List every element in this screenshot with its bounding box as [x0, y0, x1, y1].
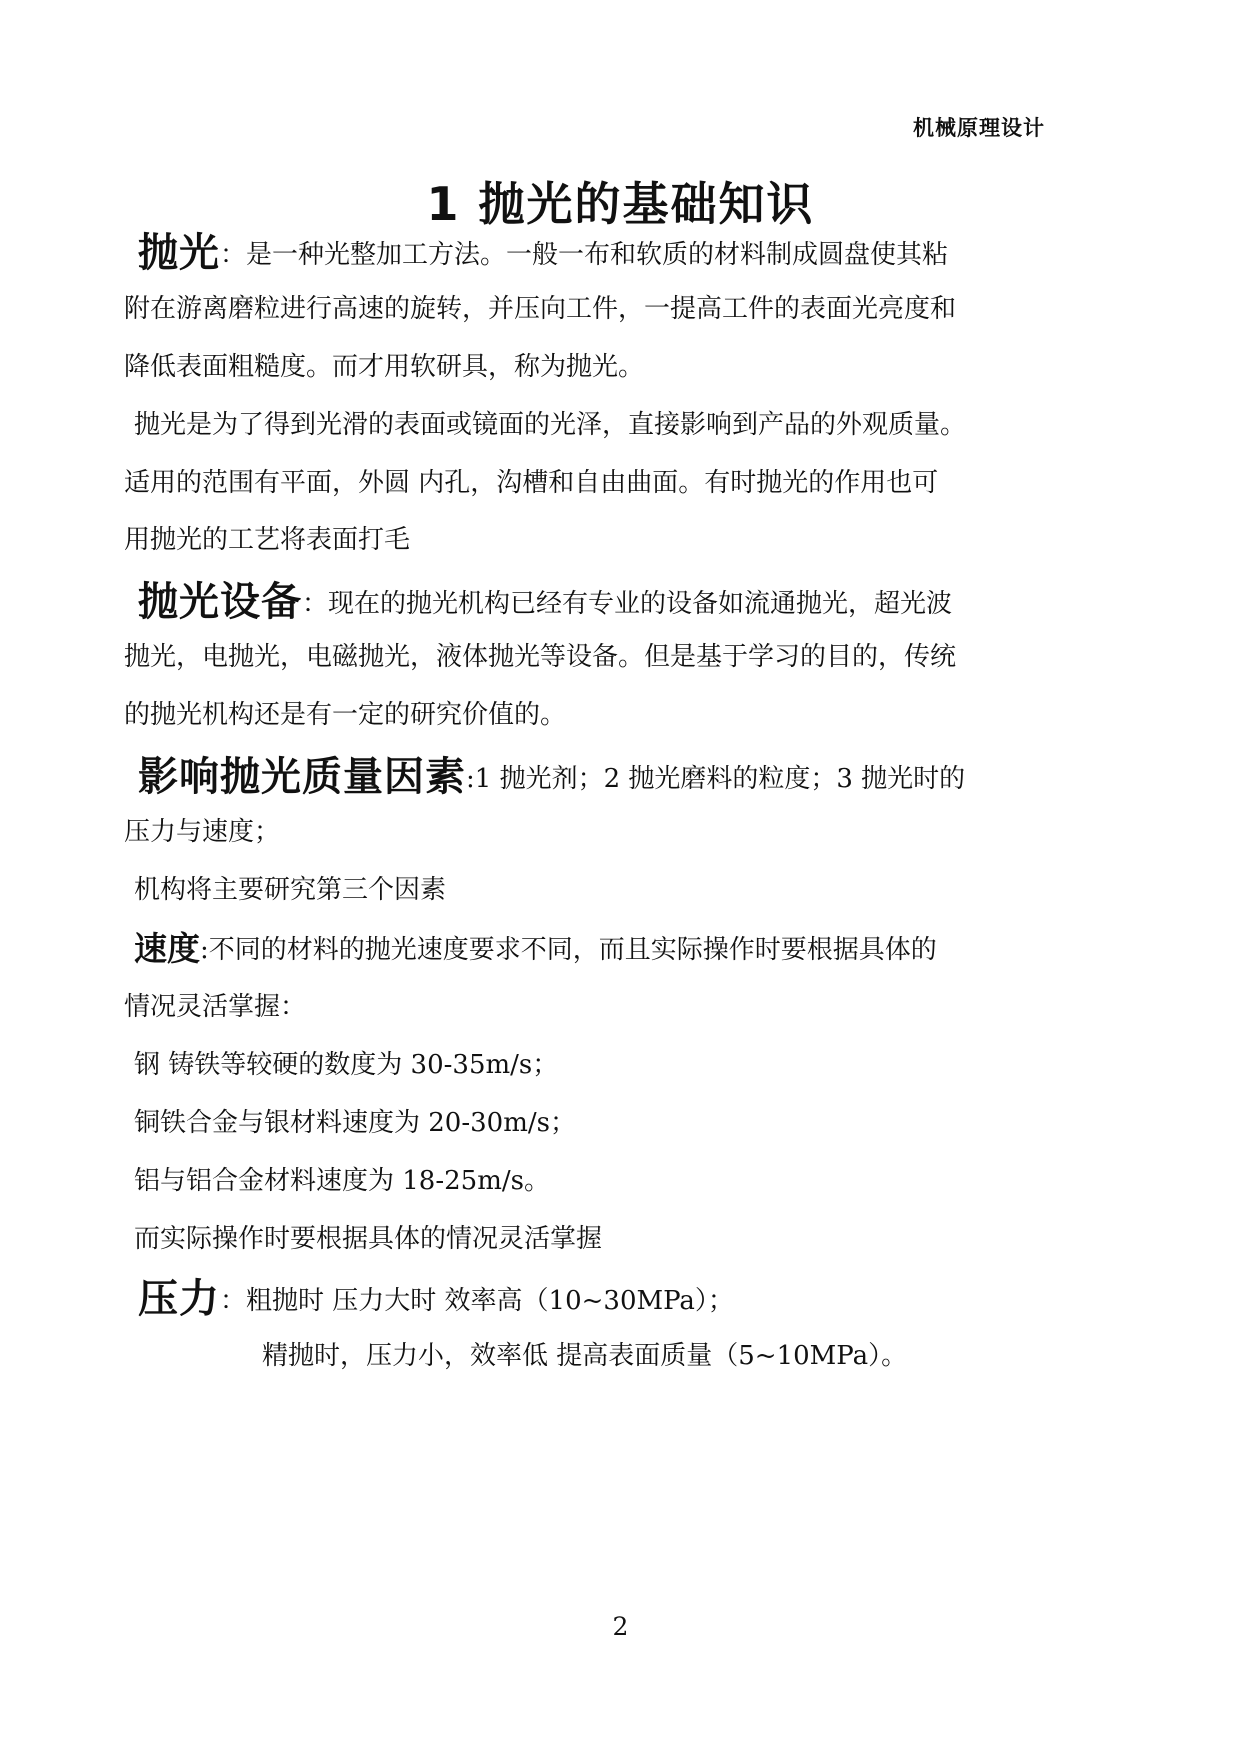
body-text-line: 情况灵活掌握： — [124, 992, 307, 1022]
speed-item-copper-alloy: 铜铁合金与银材料速度为 20-30m/s； — [134, 1108, 576, 1138]
polish-definition-line — [124, 230, 949, 276]
speed-item-steel: 钢 铸铁等较硬的数度为 30-35m/s； — [134, 1050, 559, 1080]
polish-lead-text: ：是一种光整加工方法。一般一布和软质的材料制成圆盘使其粘 — [220, 240, 949, 270]
factors-heading: 影响抛光质量因素 — [138, 754, 466, 800]
body-text-line: 机构将主要研究第三个因素 — [134, 875, 447, 905]
body-text-line: 抛光，电抛光，电磁抛光，液体抛光等设备。但是基于学习的目的，传统 — [124, 642, 957, 672]
speed-lead-text: :不同的材料的抛光速度要求不同，而且实际操作时要根据具体的 — [200, 935, 937, 965]
page-number: 2 — [612, 1612, 629, 1641]
polish-heading: 抛光 — [138, 230, 220, 276]
body-text-line: 用抛光的工艺将表面打毛 — [124, 525, 411, 555]
factors-lead-text: :1 抛光剂；2 抛光磨料的粒度；3 抛光时的 — [466, 764, 966, 794]
equipment-heading: 抛光设备 — [138, 579, 302, 625]
body-text-line: 附在游离磨粒进行高速的旋转，并压向工件，一提高工件的表面光亮度和 — [124, 294, 957, 324]
body-text-line: 适用的范围有平面，外圆 内孔，沟槽和自由曲面。有时抛光的作用也可 — [124, 468, 939, 498]
body-text-line: 降低表面粗糙度。而才用软研具，称为抛光。 — [124, 352, 645, 382]
body-text-line: 压力与速度； — [124, 817, 281, 847]
speed-line — [124, 929, 937, 968]
factors-line — [124, 754, 966, 800]
body-text-line: 而实际操作时要根据具体的情况灵活掌握 — [134, 1224, 603, 1254]
equipment-lead-text: ：现在的抛光机构已经有专业的设备如流通抛光，超光波 — [302, 589, 953, 619]
body-text-line: 抛光是为了得到光滑的表面或镜面的光泽，直接影响到产品的外观质量。 — [134, 410, 967, 440]
pressure-lead-text: ：粗抛时 压力大时 效率高（10~30MPa）； — [220, 1286, 734, 1316]
chapter-title: 1 抛光的基础知识 — [426, 177, 815, 231]
pressure-line — [124, 1276, 734, 1322]
body-text-line: 的抛光机构还是有一定的研究价值的。 — [124, 700, 567, 730]
speed-heading: 速度 — [134, 929, 200, 968]
running-header: 机械原理设计 — [913, 116, 1045, 140]
pressure-heading: 压力 — [138, 1276, 220, 1322]
equipment-line — [124, 579, 953, 625]
pressure-fine-line: 精抛时，压力小，效率低 提高表面质量（5~10MPa）。 — [262, 1341, 908, 1371]
speed-item-aluminum: 铝与铝合金材料速度为 18-25m/s。 — [134, 1166, 550, 1196]
